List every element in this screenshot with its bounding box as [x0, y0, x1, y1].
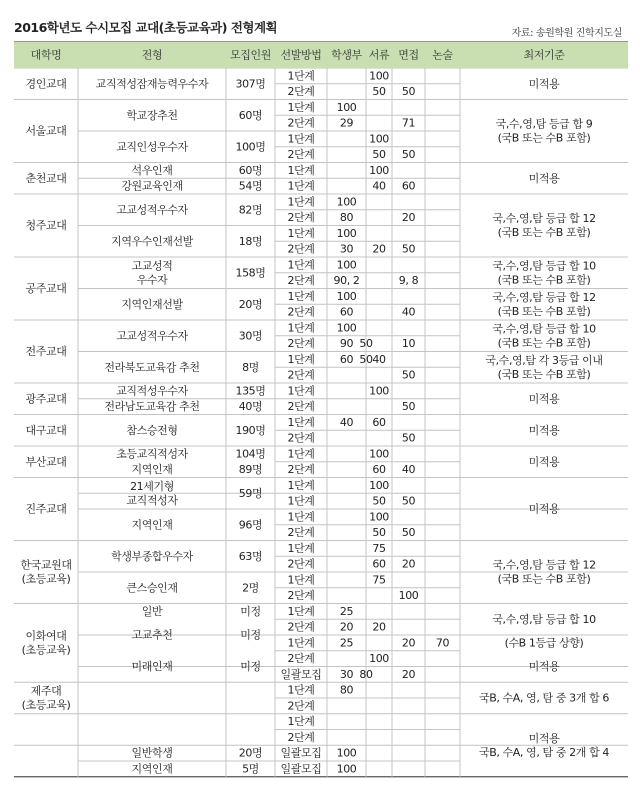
- score-combined: 50: [359, 337, 373, 351]
- score-interview: 40: [401, 463, 416, 477]
- score-interview: 20: [401, 557, 416, 571]
- program-name: 학생부종합우수자: [111, 549, 193, 563]
- minimum-criterion: 국,수,영,탐 등급 합 10: [492, 612, 596, 626]
- score-interview: 50: [401, 400, 416, 414]
- selection-stage: 2단계: [287, 148, 315, 162]
- quota-value: 60명: [238, 163, 263, 177]
- quota-value: 30명: [238, 329, 263, 343]
- selection-stage: 일괄모집: [280, 746, 322, 760]
- minimum-criterion: 미적용: [528, 502, 560, 516]
- selection-stage: 2단계: [287, 589, 315, 603]
- selection-stage: 일괄모집: [280, 762, 322, 776]
- university-name: (초등교육): [21, 698, 71, 712]
- quota-value: 5명: [242, 762, 259, 776]
- selection-stage: 1단계: [287, 179, 315, 193]
- score-documents: 100: [369, 132, 389, 146]
- university-name: 부산교대: [25, 455, 67, 469]
- minimum-criterion: 미적용: [528, 77, 560, 91]
- selection-stage: 2단계: [287, 699, 315, 713]
- program-name: 고교성적우수자: [116, 203, 188, 217]
- quota-value: 미정: [240, 660, 261, 673]
- quota-value: 미정: [240, 628, 261, 642]
- quota-value: 40명: [238, 400, 263, 414]
- program-name: 교직적성자: [126, 493, 178, 507]
- score-interview: 50: [401, 368, 416, 382]
- selection-stage: 1단계: [287, 447, 315, 461]
- minimum-criterion: (국B 또는 수B 포함): [497, 226, 591, 239]
- score-transcript: 80: [339, 683, 354, 697]
- score-interview: 20: [401, 636, 416, 650]
- quota-value: 135명: [235, 384, 266, 398]
- score-interview: 50: [401, 85, 416, 99]
- quota-value: 89명: [238, 463, 263, 477]
- university-name: 한국교원대: [20, 558, 72, 572]
- quota-value: 20명: [238, 297, 263, 311]
- minimum-criterion: 국,수,영,탐 등급 합 12: [492, 558, 596, 572]
- column-header: 전형: [141, 48, 163, 62]
- score-transcript: 100: [336, 321, 357, 335]
- selection-stage: 1단계: [287, 683, 315, 697]
- selection-stage: 1단계: [287, 226, 315, 240]
- score-interview: 60: [401, 179, 416, 193]
- program-name: 미래인재: [131, 660, 173, 673]
- score-documents: 50: [372, 526, 386, 540]
- score-documents: 20: [372, 242, 386, 256]
- selection-stage: 1단계: [287, 69, 315, 83]
- minimum-criterion: 국,수,영,탐 각 3등급 이내: [485, 353, 603, 367]
- minimum-criterion: 미적용: [528, 660, 560, 673]
- selection-stage: 1단계: [287, 715, 315, 729]
- score-interview: 50: [401, 148, 416, 162]
- column-header: 논술: [432, 48, 453, 62]
- program-name: 전라남도교육감 추천: [104, 400, 200, 414]
- program-name: 지역인재선발: [121, 297, 183, 311]
- university-name: 경인교대: [25, 77, 67, 91]
- score-documents: 100: [369, 478, 389, 492]
- score-transcript: 90, 2: [333, 274, 360, 288]
- minimum-criterion: 미적용: [528, 423, 560, 437]
- score-documents: 20: [372, 620, 386, 634]
- source-credit: 자료: 송원학원 진학지도실: [511, 28, 622, 39]
- score-essay: 70: [435, 636, 450, 650]
- program-name: 교직적성잠재능력우수자: [95, 77, 209, 91]
- minimum-criterion: 국,수,영,탐 등급 합 9: [495, 117, 593, 131]
- selection-stage: 2단계: [287, 116, 315, 130]
- score-transcript: 100: [336, 258, 357, 272]
- column-header: 서류: [368, 48, 390, 62]
- score-documents: 60: [372, 415, 386, 429]
- quota-value: 59명: [238, 486, 263, 500]
- minimum-criterion: (국B 또는 수B 포함): [497, 336, 591, 350]
- column-header: 선발방법: [280, 48, 322, 62]
- selection-stage: 1단계: [287, 478, 315, 492]
- university-name: 청주교대: [25, 219, 67, 232]
- selection-stage: 2단계: [287, 274, 315, 288]
- selection-stage: 1단계: [287, 321, 315, 335]
- quota-value: 100명: [235, 140, 266, 154]
- selection-stage: 1단계: [287, 494, 315, 508]
- program-name: 전라북도교육감 추천: [104, 360, 200, 374]
- score-documents: 75: [372, 541, 386, 555]
- minimum-criterion: 국,수,영,탐 등급 합 12: [492, 290, 596, 304]
- column-header: 대학명: [30, 48, 62, 62]
- score-documents: 100: [369, 652, 389, 666]
- program-name: 21세기형: [130, 479, 174, 493]
- minimum-criterion: (국B 또는 수B 포함): [497, 304, 591, 318]
- minimum-criterion: 국,수,영,탐 등급 합 10: [492, 322, 596, 336]
- minimum-criterion: 미적용: [528, 171, 560, 185]
- university-name: (초등교육): [21, 572, 71, 586]
- score-transcript: 29: [339, 116, 354, 130]
- score-documents: 50: [372, 148, 386, 162]
- university-name: 제주대: [30, 684, 62, 698]
- selection-stage: 2단계: [287, 368, 315, 382]
- minimum-criterion: 국B, 수A, 영, 탐 중 2개 합 4: [478, 745, 610, 759]
- university-name: 춘천교대: [25, 171, 67, 185]
- selection-stage: 2단계: [287, 85, 315, 99]
- score-transcript: 100: [336, 100, 357, 114]
- selection-stage: 2단계: [287, 431, 315, 445]
- selection-stage: 2단계: [287, 526, 315, 540]
- score-transcript: 20: [339, 620, 354, 634]
- program-name: 고교성적: [131, 259, 173, 273]
- program-name: 지역우수인재선발: [111, 234, 193, 248]
- selection-stage: 1단계: [287, 289, 315, 303]
- score-transcript: 60: [339, 305, 354, 319]
- score-documents: 60: [372, 463, 386, 477]
- university-name: 광주교대: [25, 392, 67, 406]
- program-name: 지역인재: [131, 463, 173, 477]
- score-documents: 40: [372, 179, 386, 193]
- selection-stage: 1단계: [287, 573, 315, 587]
- table-title: 2016학년도 수시모집 교대(초등교육과) 전형계획: [14, 20, 278, 35]
- program-name: 강원교육인재: [121, 179, 183, 193]
- selection-stage: 1단계: [287, 258, 315, 272]
- score-interview: 71: [401, 116, 416, 130]
- quota-value: 158명: [235, 266, 266, 280]
- quota-value: 104명: [235, 447, 266, 461]
- score-interview: 50: [401, 431, 416, 445]
- selection-stage: 1단계: [287, 384, 315, 398]
- minimum-criterion: 미적용: [528, 455, 560, 469]
- program-name: 큰스승인재: [126, 581, 178, 595]
- score-transcript: 25: [339, 604, 354, 618]
- selection-stage: 2단계: [287, 730, 315, 744]
- score-transcript: 30: [339, 242, 354, 256]
- selection-stage: 1단계: [287, 541, 315, 555]
- score-transcript: 40: [339, 415, 354, 429]
- program-name: 지역인재: [131, 762, 173, 776]
- university-name: 진주교대: [25, 502, 67, 516]
- selection-stage: 2단계: [287, 305, 315, 319]
- minimum-criterion: (국B 또는 수B 포함): [497, 273, 591, 287]
- program-name: 우수자: [136, 273, 168, 287]
- score-transcript: 100: [336, 226, 357, 240]
- minimum-criterion: (국B 또는 수B 포함): [497, 367, 591, 381]
- selection-stage: 1단계: [287, 604, 315, 618]
- quota-value: 190명: [235, 423, 266, 437]
- score-transcript: 100: [336, 762, 357, 776]
- selection-stage: 2단계: [287, 211, 315, 225]
- university-name: (초등교육): [21, 643, 71, 657]
- program-name: 석우인재: [131, 163, 173, 177]
- score-interview: 20: [401, 667, 416, 681]
- quota-value: 20명: [238, 746, 263, 760]
- university-name: 공주교대: [25, 282, 67, 295]
- score-transcript: 80: [339, 211, 354, 225]
- score-documents: 40: [372, 352, 386, 366]
- selection-stage: 2단계: [287, 463, 315, 477]
- program-name: 고교추천: [131, 628, 173, 642]
- program-name: 초등교직적성자: [116, 447, 188, 461]
- selection-stage: 1단계: [287, 132, 315, 146]
- column-header: 최저기준: [523, 48, 565, 62]
- quota-value: 307명: [235, 77, 266, 91]
- score-documents: 50: [372, 494, 386, 508]
- university-name: 서울교대: [25, 124, 67, 138]
- program-name: 교직적성우수자: [116, 384, 188, 398]
- selection-stage: 2단계: [287, 400, 315, 414]
- score-interview: 40: [401, 305, 416, 319]
- program-name: 참스승전형: [126, 423, 178, 437]
- minimum-criterion: 국,수,영,탐 등급 합 10: [492, 259, 596, 273]
- score-documents: 100: [369, 510, 389, 524]
- selection-stage: 1단계: [287, 510, 315, 524]
- selection-stage: 1단계: [287, 636, 315, 650]
- score-transcript: 100: [336, 746, 357, 760]
- minimum-criterion: (수B 1등급 상향): [504, 636, 584, 650]
- score-documents: 75: [372, 573, 386, 587]
- score-combined: 50: [359, 352, 373, 366]
- university-name: 이화여대: [25, 629, 67, 643]
- selection-stage: 2단계: [287, 652, 315, 666]
- minimum-criterion: 국B, 수A, 영, 탐 중 3개 합 6: [478, 691, 610, 705]
- score-interview: 9, 8: [398, 274, 419, 288]
- quota-value: 18명: [238, 234, 263, 248]
- score-transcript: 25: [339, 636, 354, 650]
- score-interview: 20: [401, 211, 416, 225]
- score-transcript: 100: [336, 195, 357, 209]
- score-transcript: 90: [339, 337, 354, 351]
- program-name: 학교장추천: [126, 108, 178, 122]
- score-interview: 100: [398, 589, 419, 603]
- quota-value: 63명: [238, 549, 263, 563]
- column-header: 면접: [398, 48, 419, 62]
- score-transcript: 60: [339, 352, 354, 366]
- score-documents: 100: [369, 163, 389, 177]
- selection-stage: 1단계: [287, 100, 315, 114]
- university-name: 전주교대: [25, 345, 67, 358]
- quota-value: 60명: [238, 108, 263, 122]
- quota-value: 2명: [242, 581, 259, 595]
- minimum-criterion: (국B 또는 수B 포함): [497, 572, 591, 586]
- program-name: 교직인성우수자: [116, 140, 188, 154]
- program-name: 고교성적우수자: [116, 329, 188, 343]
- selection-stage: 2단계: [287, 557, 315, 571]
- minimum-criterion: 국,수,영,탐 등급 합 12: [492, 212, 596, 225]
- score-documents: 60: [372, 557, 386, 571]
- quota-value: 미정: [240, 604, 261, 618]
- score-interview: 50: [401, 494, 416, 508]
- score-interview: 50: [401, 242, 416, 256]
- minimum-criterion: 미적용: [528, 392, 560, 406]
- quota-value: 8명: [242, 360, 259, 374]
- column-header: 학생부: [331, 48, 362, 62]
- score-combined: 80: [359, 667, 373, 681]
- score-interview: 10: [401, 337, 416, 351]
- score-interview: 50: [401, 526, 416, 540]
- quota-value: 54명: [238, 179, 263, 193]
- selection-stage: 1단계: [287, 352, 315, 366]
- program-name: 일반: [141, 604, 163, 618]
- selection-stage: 2단계: [287, 242, 315, 256]
- selection-stage: 1단계: [287, 415, 315, 429]
- quota-value: 96명: [238, 518, 263, 532]
- column-header: 모집인원: [230, 48, 271, 62]
- score-documents: 100: [369, 384, 389, 398]
- score-transcript: 100: [336, 289, 357, 303]
- selection-stage: 2단계: [287, 620, 315, 634]
- score-documents: 50: [372, 85, 386, 99]
- score-documents: 100: [369, 69, 389, 83]
- minimum-criterion: (국B 또는 수B 포함): [497, 131, 591, 145]
- minimum-criterion: 미적용: [528, 731, 560, 745]
- program-name: 지역인재: [131, 518, 173, 532]
- program-name: 일반학생: [131, 746, 173, 760]
- selection-stage: 1단계: [287, 163, 315, 177]
- selection-stage: 일괄모집: [280, 667, 322, 681]
- selection-stage: 2단계: [287, 337, 315, 351]
- selection-stage: 1단계: [287, 195, 315, 209]
- university-name: 대구교대: [25, 423, 67, 437]
- quota-value: 82명: [238, 203, 263, 217]
- score-transcript: 30: [339, 667, 354, 681]
- score-documents: 100: [369, 447, 389, 461]
